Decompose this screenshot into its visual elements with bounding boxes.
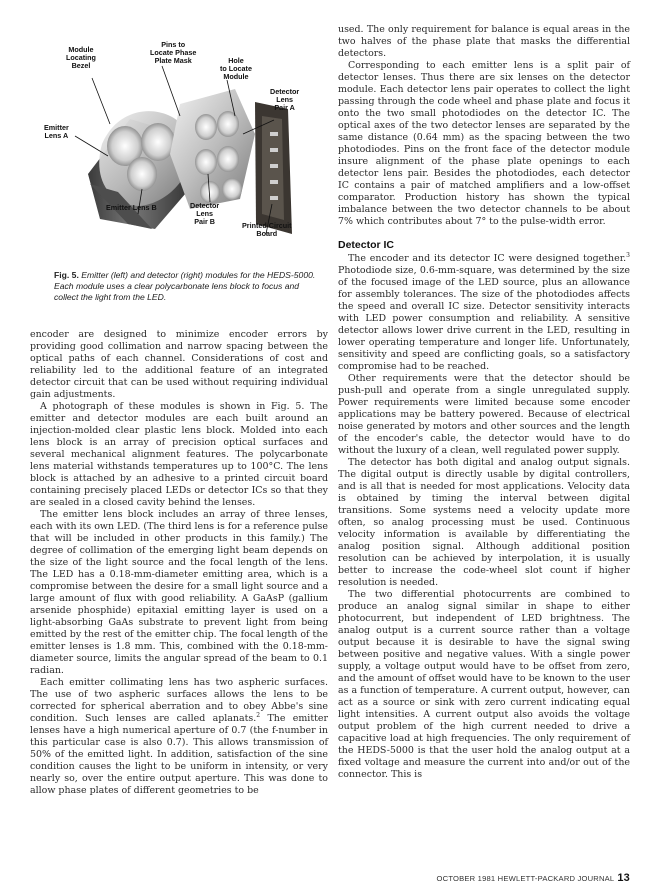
paragraph — [338, 253, 630, 373]
paragraph: A photograph of these modules is shown in Fig. 5. The emitter and detector modules are each built around an injection-molded clear plastic lens block. Molded into each lens block is an array of precision optical surfaces and several mechanical alignment features. The polycarbonate lens material withstands temperatures up to 100°C. The lens block is attached by an adhesive to a printed circuit board containing precisely placed LEDs or detector ICs so that they are sealed in a closed cavity behind the lenses. — [30, 401, 328, 508]
paragraph: used. The only requirement for balance is equal areas in the two halves of the phase plate that masks the differential detectors. — [338, 24, 630, 59]
label-emitter-b: Emitter Lens B — [106, 203, 157, 212]
label-module-bezel: Module Locating Bezel — [66, 45, 96, 70]
figure-caption — [30, 270, 328, 303]
reference-marker: 3 — [626, 251, 630, 259]
module-photo — [30, 24, 328, 264]
figure-caption-text: Emitter (left) and detector (right) modules for the HEDS-5000. Each module uses a clear polycarbonate lens block to focus and collect the light from the LED. — [54, 270, 316, 302]
page-footer — [437, 872, 630, 884]
paragraph: encoder are designed to minimize encoder errors by providing good collimation and narrow spacing between the optical paths of each channel. Considerations of cost and reliability led to the additional feature of an integrated detector circuit that can be used without requiring individual gain adjustments. — [30, 329, 328, 400]
paragraph: Corresponding to each emitter lens is a split pair of detector lenses. Thus there are six lenses on the detector module. Each detector lens pair operates to collect the light passing through the code wheel and phase plate and focus it onto the two small photodiodes on the detector IC. The optical axes of the two detector lenses are separated by the same distance (0.64 mm) as the spacing between the two photodiodes. Pins on the front face of the detector module insure alignment of the phase plate openings to each detector lens pair. Besides the photodiodes, each detector IC contains a pair of matched amplifiers and a low-offset comparator. Production history has shown the typical imbalance between the two detector channels to be about 7% which contributes about 7° to the pulse-width error. — [338, 60, 630, 227]
label-emitter-a: Emitter Lens A — [44, 123, 69, 140]
paragraph: The detector has both digital and analog output signals. The digital output is directly usable by digital controllers, and is all that is needed for most applications. Velocity data is obtained by timing the interval between digital transitions. Some systems need a velocity update more often, so analog processing must be used. Continuous velocity information is available by differentiating the analog position signal. Although additional position resolution can be achieved by interpolation, it is usually better to increase the code-wheel slot count if higher resolution is needed. — [338, 457, 630, 588]
paragraph: Other requirements were that the detector should be push-pull and operate from a single unregulated supply. Power requirements were limited because some encoder applications may be battery powered. Because of electrical noise generated by motors and other sources and the length of the encoder's cable, the detector would have to do without the luxury of a clean, well regulated power supply. — [338, 373, 630, 456]
paragraph — [30, 677, 328, 797]
paragraph: The two differential photocurrents are combined to produce an analog signal similar in shape to either photocurrent, but independent of LED brightness. The analog output is a current source rather than a voltage output because it is desirable to have the signal swing between positive and negative values. With a single power supply, a voltage output would have to be offset from zero, and the amount of offset would have to be known to the user as a function of temperature. A current output, however, can act as a source or sink with zero current indicating equal light intensities. A current output also avoids the voltage output problem of the high current needed to drive a capacitive load at high frequencies. The only requirement of the HEDS-5000 is that the user hold the analog output at a fixed voltage and measure the current into and/or out of the connector. This is — [338, 589, 630, 780]
footer-journal: OCTOBER 1981 HEWLETT-PACKARD JOURNAL — [436, 874, 615, 883]
reference-marker: 2 — [256, 711, 261, 719]
left-column — [30, 24, 328, 797]
label-detector-a: Detector Lens Pair A — [270, 87, 300, 112]
paragraph-text: The emitter lenses have a high numerical aperture of 0.7 (the f-number in this particular case is also 0.7). This allows transmission of 50% of the emitted light. In addition, satisfaction of the sine condition causes the light to be uniform in intensity, or very nearly so, over the entire output aperture. This was done to allow phase plates of different geometries to be — [30, 713, 328, 796]
label-pcb: Printed Circuit Board — [242, 221, 292, 238]
page-number: 13 — [617, 872, 630, 884]
paragraph-text: Each emitter collimating lens has two aspheric surfaces. The use of two aspheric surfaces allows the lens to be corrected for spherical aberration and to obey Abbe's sine condition. Such lenses are called aplanats. — [30, 677, 328, 724]
left-body-text — [30, 329, 328, 797]
label-hole: Hole to Locate Module — [220, 56, 252, 81]
paragraph-text: The encoder and its detector IC were designed together. — [348, 253, 627, 264]
label-detector-b: Detector Lens Pair B — [190, 201, 220, 226]
right-column — [338, 24, 630, 781]
paragraph: The emitter lens block includes an array of three lenses, each with its own LED. (The third lens is for a reference pulse that will be included in other products in this family.) The degree of collimation of the emerging light beam depends on the size of the light source and the focal length of the lens. The LED has a 0.18-mm-diameter emitting area, which is a compromise between the desire for a small light source and a large amount of flux with good reliability. A GaAsP (gallium arsenide phosphide) epitaxial emitting layer is used on a light-absorbing GaAs substrate to prevent light from being emitted by the rest of the emitter chip. The focal length of the emitter lenses is 1.8 mm. This, combined with the 0.18-mm-diameter source, limits the angular spread of the beam to 0.1 radian. — [30, 509, 328, 676]
figure-number: Fig. 5. — [54, 270, 79, 280]
label-pins: Pins to Locate Phase Plate Mask — [150, 40, 197, 65]
section-heading: Detector IC — [338, 239, 395, 251]
paragraph-text: Photodiode size, 0.6-mm-square, was determined by the size of the focused image of the LED source, plus an allowance for assembly tolerances. The size of the photodiodes affects the speed and overall IC size. Detector sensitivity interacts with LED power consumption and reliability. A sensitive detector allows lower drive current in the LED, resulting in lower operating temperature and longer life. Unfortunately, sensitivity and speed are conflicting goals, so a satisfactory compromise had to be reached. — [338, 265, 630, 372]
